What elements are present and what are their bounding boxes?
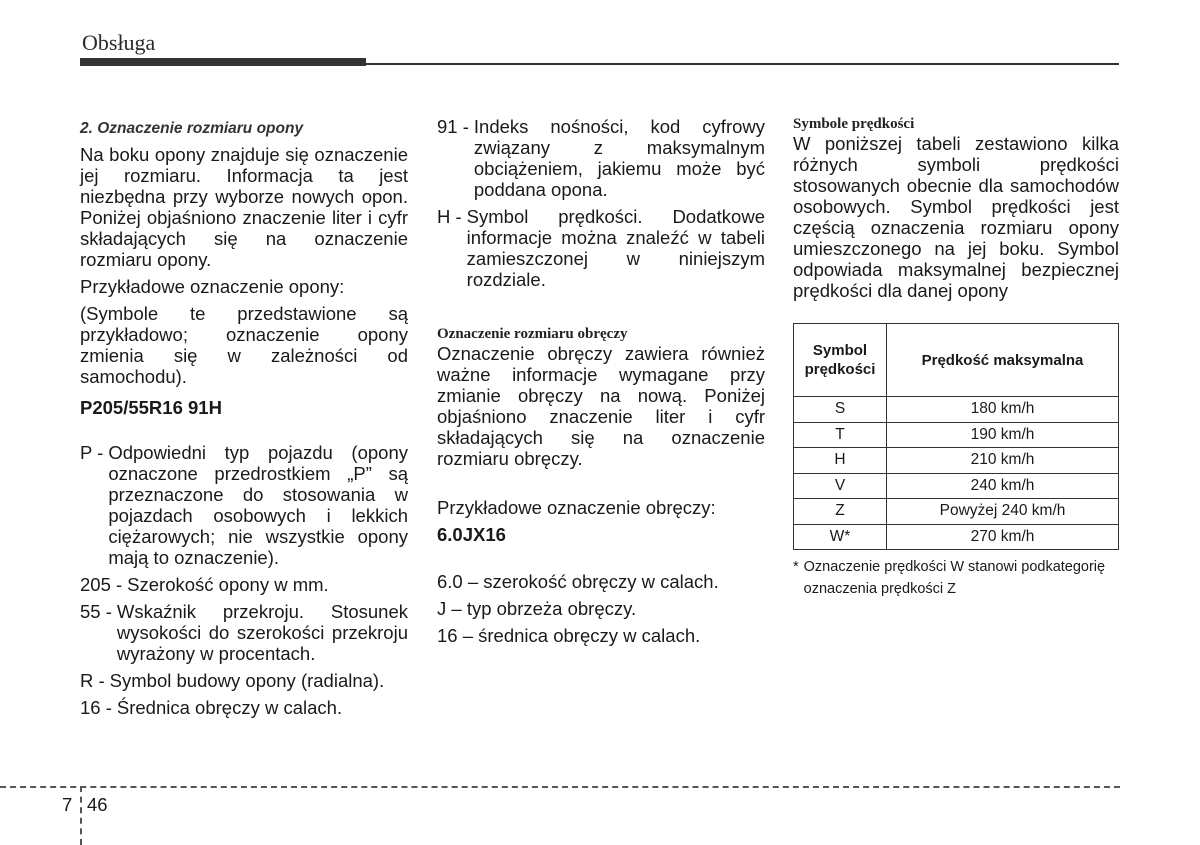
item-key: 205 -: [80, 574, 123, 595]
tire-code-item: [437, 206, 765, 290]
rim-width-line: 6.0 – szerokość obręczy w calach.: [437, 571, 719, 592]
table-row: [794, 448, 1119, 474]
max-speed-cell: 270 km/h: [887, 524, 1119, 550]
max-speed-cell: 210 km/h: [887, 448, 1119, 474]
item-text: Średnica obręczy w calach.: [116, 697, 343, 718]
table-row: [794, 397, 1119, 423]
rim-flange-line: J – typ obrzeża obręczy.: [437, 598, 637, 619]
speed-symbols-table: [793, 323, 1119, 550]
speed-symbol-cell: Z: [794, 499, 887, 525]
rim-diameter-line: 16 – średnica obręczy w calach.: [437, 625, 701, 646]
item-text: Symbol prędkości. Dodatkowe informacje można znaleźć w tabeli zamieszczonej w niniejszym rozdziale.: [466, 206, 765, 290]
item-key: 55 -: [80, 601, 112, 622]
item-text: Indeks nośności, kod cyfrowy związany z maksymalnym obciążeniem, jakiemu może być poddana opona.: [473, 116, 765, 200]
column-1: [80, 116, 408, 718]
speed-symbol-cell: T: [794, 422, 887, 448]
item-key: P -: [80, 442, 104, 463]
tire-size-subheading: 2. Oznaczenie rozmiaru opony: [80, 120, 304, 137]
item-key: 91 -: [437, 116, 469, 137]
header-rule-thick: [80, 58, 366, 66]
max-speed-cell: 240 km/h: [887, 473, 1119, 499]
rim-example-label: Przykładowe oznaczenie obręczy:: [437, 497, 716, 518]
tire-code-item: [80, 697, 408, 718]
speed-symbols-paragraph: W poniższej tabeli zestawiono kilka różnych symboli prędkości stosowanych obecnie dla samochodów osobowych. Symbol prędkości jest częścią oznaczenia rozmiaru opony umieszczonego na jej boku. Symbol odpowiada maksymalnej bezpiecznej prędkości dla danej opony: [793, 133, 1119, 301]
rim-example-code: 6.0JX16: [437, 524, 506, 545]
item-text: Szerokość opony w mm.: [127, 574, 329, 595]
item-key: R -: [80, 670, 105, 691]
item-text: Wskaźnik przekroju. Stosunek wysokości do szerokości przekroju wyrażony w procentach.: [116, 601, 408, 664]
header-symbol-line1: Symbol: [812, 342, 868, 359]
tire-example-code: P205/55R16 91H: [80, 397, 222, 418]
speed-symbol-cell: H: [794, 448, 887, 474]
tire-code-item: [437, 116, 765, 200]
tire-code-item: [80, 442, 408, 568]
footer-dashed-divider: [80, 786, 82, 845]
column-3: [793, 116, 1119, 600]
table-row: [794, 422, 1119, 448]
max-speed-cell: 180 km/h: [887, 397, 1119, 423]
max-speed-cell: Powyżej 240 km/h: [887, 499, 1119, 525]
tire-example-label: Przykładowe oznaczenie opony:: [80, 276, 345, 297]
table-row: [794, 524, 1119, 550]
speed-symbol-cell: S: [794, 397, 887, 423]
column-2: [437, 116, 765, 646]
tire-code-item: [80, 670, 408, 691]
rim-intro-paragraph: Oznaczenie obręczy zawiera również ważne informacje wymagane przy zmianie obręczy na nową. Poniżej objaśniono znaczenie liter i cyfr składających się na oznaczenie rozmiaru obręczy.: [437, 343, 765, 469]
tire-intro-paragraph: Na boku opony znajduje się oznaczenie jej rozmiaru. Informacja ta jest niezbędna przy wyborze nowych opon. Poniżej objaśniono znaczenie liter i cyfr składających się na oznaczenie rozmiaru opony.: [80, 144, 408, 270]
item-key: 16 -: [80, 697, 112, 718]
item-text: Symbol budowy opony (radialna).: [109, 670, 385, 691]
speed-symbols-heading: Symbole prędkości: [793, 116, 915, 132]
max-speed-cell: 190 km/h: [887, 422, 1119, 448]
tire-code-item: [80, 574, 408, 595]
speed-symbol-cell: W*: [794, 524, 887, 550]
table-header-symbol: [794, 324, 887, 397]
footer-dashed-rule: [0, 786, 1120, 788]
footnote-asterisk: *: [793, 559, 799, 575]
item-key: H -: [437, 206, 462, 227]
page-header-title: Obsługa: [82, 30, 156, 55]
item-text: Odpowiedni typ pojazdu (opony oznaczone przedrostkiem „P” są przeznaczone do stosowania w pojazdach osobowych i lekkich ciężarowych; nie wszystkie opony mają to oznaczenie).: [108, 442, 408, 568]
tire-example-note: (Symbole te przedstawione są przykładowo; oznaczenie opony zmienia się w zależności od samochodu).: [80, 303, 408, 387]
tire-code-item: [80, 601, 408, 664]
table-header-max-speed: Prędkość maksymalna: [887, 324, 1119, 397]
table-footnote: [793, 556, 1119, 600]
header-rule-thin: [366, 63, 1119, 65]
table-row: [794, 499, 1119, 525]
rim-size-heading: Oznaczenie rozmiaru obręczy: [437, 326, 628, 342]
table-row: [794, 473, 1119, 499]
header-symbol-line2: prędkości: [804, 361, 876, 378]
footnote-text: Oznaczenie prędkości W stanowi podkategorię oznaczenia prędkości Z: [803, 559, 1106, 597]
page-number: 46: [87, 794, 108, 815]
chapter-number: 7: [62, 794, 73, 815]
speed-symbol-cell: V: [794, 473, 887, 499]
table-header-row: [794, 324, 1119, 397]
